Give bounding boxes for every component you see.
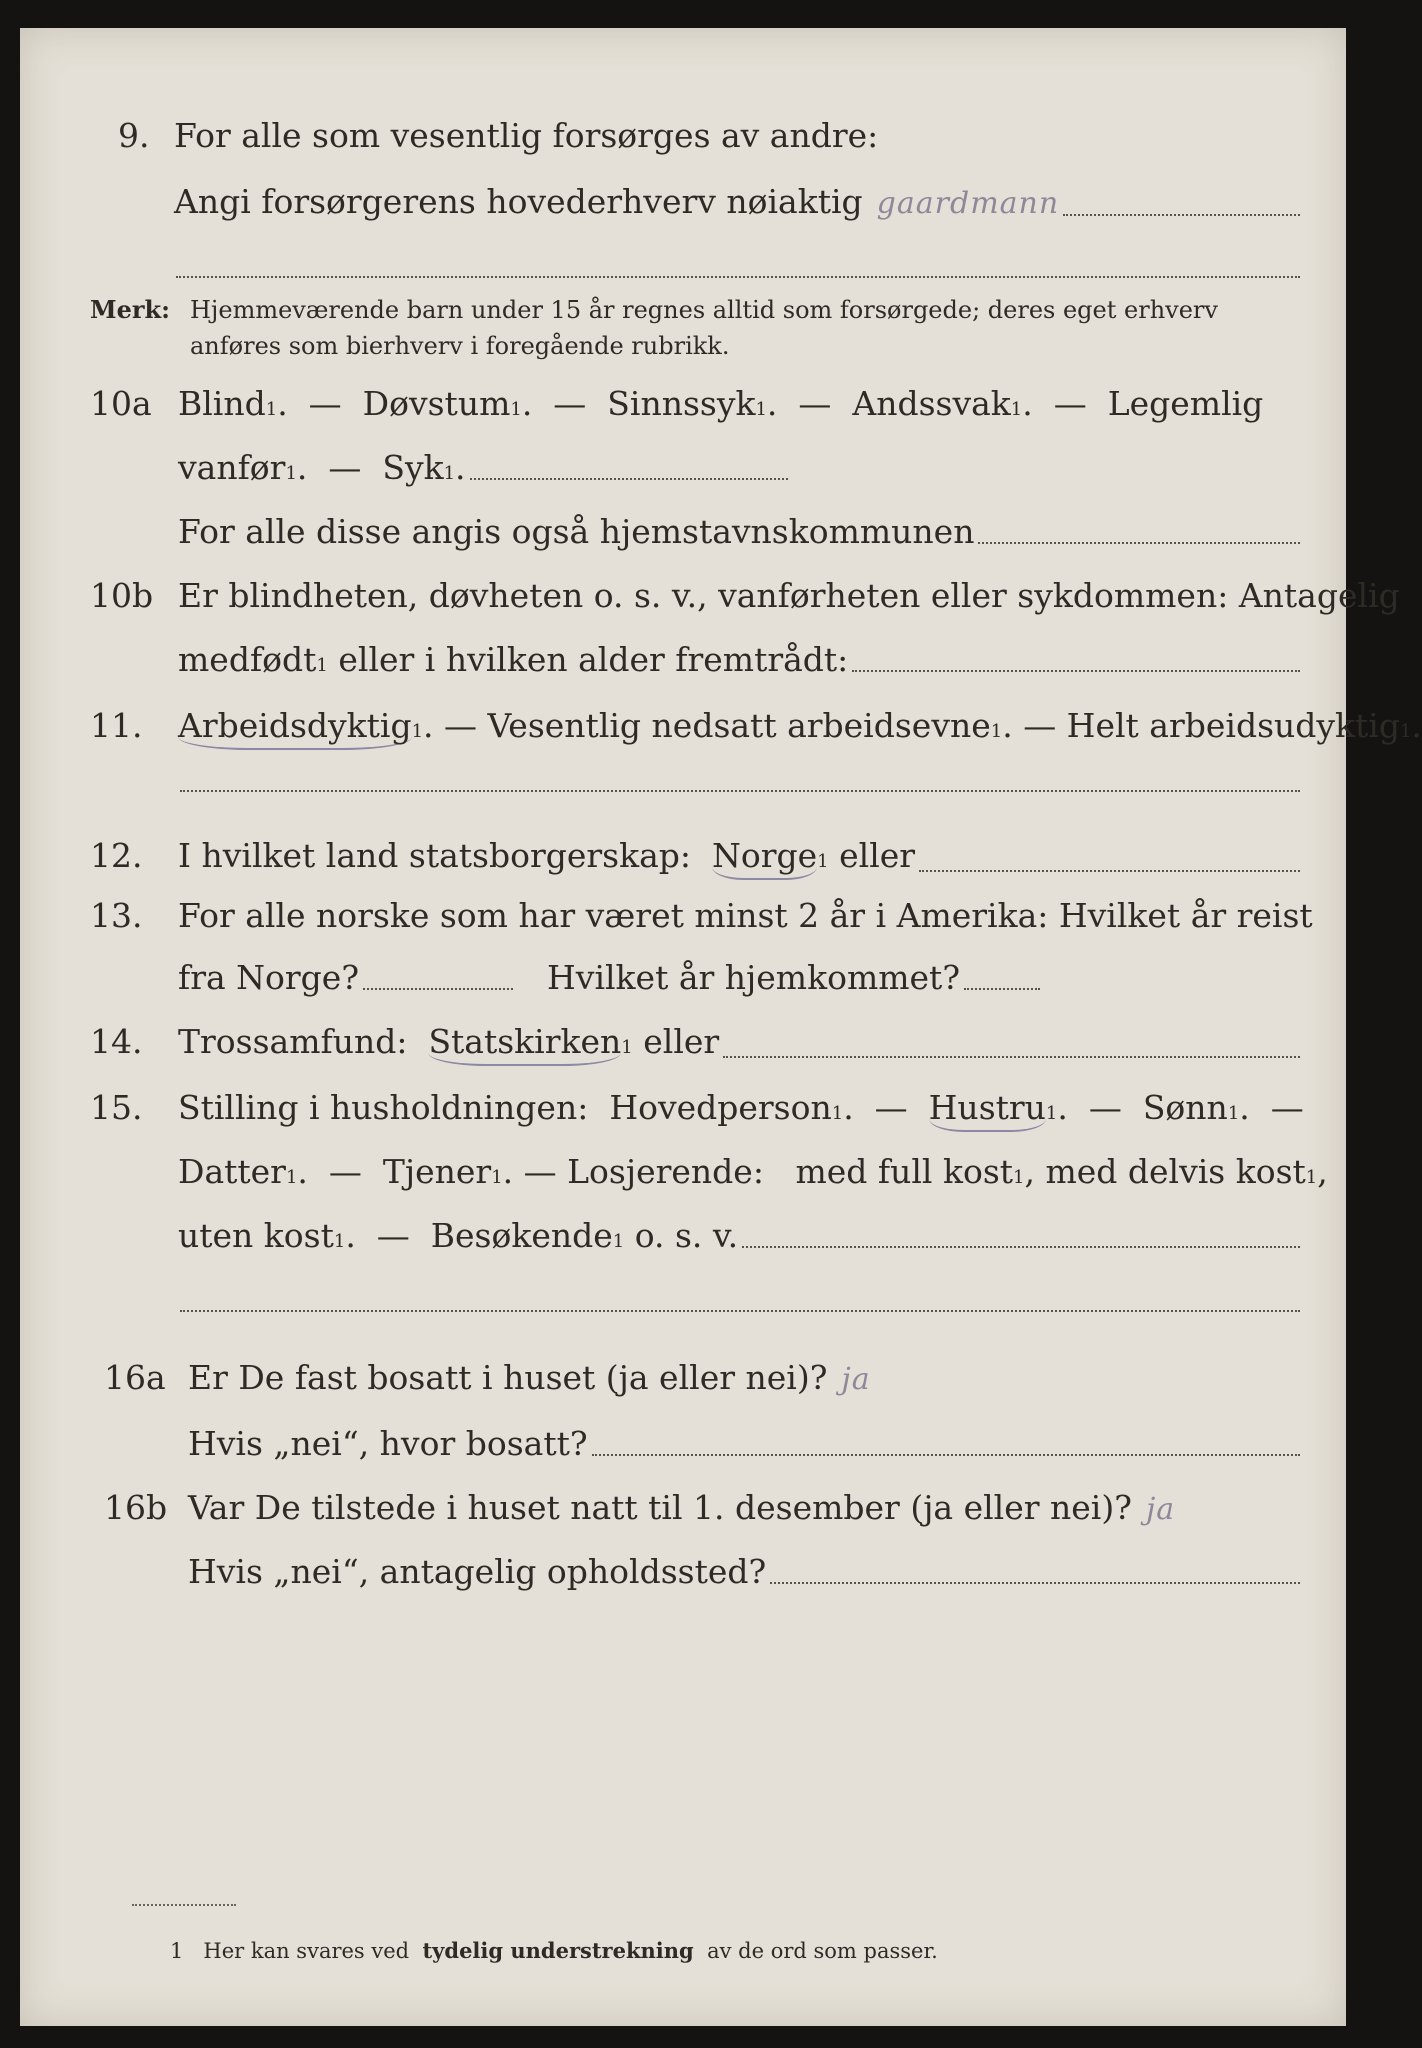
opt-medfodt: medfødt [178, 640, 317, 679]
q16b-question: Var De tilstede i huset natt til 1. desember (ja eller nei)? [188, 1488, 1132, 1527]
q13-hjemkommet: Hvilket år hjemkommet? [547, 958, 961, 997]
q10b-number: 10b [90, 576, 154, 615]
opt-arbeidsdyktig-underlined: Arbeidsdyktig [178, 706, 412, 750]
opt-tjener: Tjener [382, 1152, 492, 1191]
q10a-line3: For alle disse angis også hjemstavnskommunen [178, 512, 975, 551]
q10b-line1: Er blindheten, døvheten o. s. v., vanførheten eller sykdommen: Antagelig [178, 576, 1400, 615]
q14-answer-line [723, 1056, 1300, 1058]
q11-extra-line [180, 790, 1300, 792]
q13-line1: For alle norske som har været minst 2 år i Amerika: Hvilket år reist [178, 896, 1313, 935]
q9-number: 9. [118, 116, 150, 155]
census-form-page: 9. For alle som vesentlig forsørges av andre: Angi forsørgerens hovederhverv nøiaktig gaardmann Merk: Hjemmeværende barn under 15 år regnes alltid som forsørgede; deres eget erhverv anføres som bierhverv i foregående rubrikk. 10a Blind 1 . — Døvstum 1 . — Sinnssyk 1 . — Andssvak 1 . — Legemlig vanfør 1 . — Syk 1 . For alle disse angis også hjemstavnskommunen 10b Er blindheten, døvheten o. s. v., vanførheten eller sykdommen: Antagelig medfødt 1 eller i hvilken alder fremtrådt: 11. Arbeidsdyktig 1 . — Vesentlig nedsatt arbeidsevne 1 . — Helt arbeidsudyktig 1 . 12. I hvilket land statsborgerskap: Norge 1 eller 13. For alle norske som har været minst 2 år i Amerika: Hvilket år reist fra Norge? Hvilket år hjemkommet? 14. Trossamfund: Statskirken 1 eller 15. Stilling i husholdningen: Hovedperson 1 . — Hustru 1 . — Sønn 1 . — Datter 1 . — Tjener 1 . — Losjerende: med full kost 1 , med delvis kost 1 , uten kost 1 . — Besøkende 1 o. s. v. 16a Er De fast bosatt i huset (ja eller nei)? ja Hvis „nei“, hvor bosatt? 16b Var De tilstede i huset natt til 1. desember (ja eller nei)? ja Hvis „nei“, antagelig opholdssted? 1 Her kan svares ved tydelig understrekning av de ord som passer. [20, 28, 1346, 2026]
q9-extra-line [176, 276, 1300, 278]
opt-besokende: Besøkende [430, 1216, 613, 1255]
q14-text: Trossamfund: [178, 1022, 408, 1061]
q15-answer-line [742, 1246, 1300, 1248]
q13-fra-norge: fra Norge? [178, 958, 360, 997]
opt-vanfor: vanfør [178, 448, 286, 487]
q16a-hvis-nei: Hvis „nei“, hvor bosatt? [188, 1424, 588, 1463]
q10a-number: 10a [90, 384, 152, 423]
q10b-line2: eller i hvilken alder fremtrådt: [338, 640, 849, 679]
q16b-answer-line [770, 1582, 1300, 1584]
footnote-text-a: Her kan svares ved [203, 1939, 410, 1963]
q13-number: 13. [90, 896, 143, 935]
opt-med-full-kost: med full kost [795, 1152, 1014, 1191]
footnote-text-b: tydelig understrekning [422, 1938, 694, 1963]
opt-losjerende: — Losjerende: [523, 1152, 764, 1191]
merk-label: Merk: [90, 295, 170, 324]
q16b-hvis-nei: Hvis „nei“, antagelig opholdssted? [188, 1552, 767, 1591]
footnote-mark: 1 [170, 1939, 184, 1963]
q16a-answer: ja [841, 1362, 871, 1397]
q13-reist-line [363, 988, 513, 990]
q10b-answer-line [852, 670, 1300, 672]
opt-dovstum: Døvstum [362, 384, 511, 423]
q16a-question: Er De fast bosatt i huset (ja eller nei)? [188, 1358, 828, 1397]
merk-line1: Hjemmeværende barn under 15 år regnes alltid som forsørgede; deres eget erhverv [190, 296, 1218, 324]
q15-number: 15. [90, 1088, 143, 1127]
opt-blind: Blind [178, 384, 266, 423]
q14-eller: eller [643, 1022, 720, 1061]
q12-number: 12. [90, 836, 143, 875]
q16b-answer: ja [1145, 1492, 1176, 1527]
q12-text: I hvilket land statsborgerskap: [178, 836, 692, 875]
opt-sinnssyk: Sinnssyk [607, 384, 756, 423]
q16a-answer-line [592, 1454, 1300, 1456]
q14-number: 14. [90, 1022, 143, 1061]
opt-statskirken-underlined: Statskirken [428, 1022, 621, 1066]
opt-vesentlig-nedsatt: — Vesentlig nedsatt arbeidsevne [444, 706, 991, 745]
opt-uten-kost: uten kost [178, 1216, 334, 1255]
q12-eller: eller [839, 836, 916, 875]
opt-hovedperson: Hovedperson [609, 1088, 832, 1127]
footnote-text-c: av de ord som passer. [707, 1939, 938, 1963]
opt-sonn: Sønn [1142, 1088, 1228, 1127]
hjemstavn-answer-line [978, 542, 1300, 544]
merk-line2: anføres som bierhverv i foregående rubrikk. [190, 332, 730, 360]
q11-number: 11. [90, 706, 143, 745]
opt-helt-udyktig: — Helt arbeidsudyktig [1023, 706, 1400, 745]
opt-datter: Datter [178, 1152, 286, 1191]
opt-legemlig: Legemlig [1107, 384, 1264, 423]
q9-answer: gaardmann [876, 186, 1060, 221]
opt-norge-underlined: Norge [712, 836, 817, 880]
opt-med-delvis-kost: med delvis kost [1045, 1152, 1306, 1191]
opt-hustru-underlined: Hustru [929, 1088, 1046, 1132]
footnote-rule [132, 1904, 236, 1906]
opt-andssvak: Andssvak [852, 384, 1011, 423]
q15-text: Stilling i husholdningen: [178, 1088, 589, 1127]
q15-extra-line [180, 1310, 1300, 1312]
q13-hjemkommet-line [964, 988, 1040, 990]
q9-line2: Angi forsørgerens hovederhverv nøiaktig [174, 182, 863, 221]
q16a-number: 16a [104, 1358, 166, 1397]
q9-answer-line [1063, 214, 1300, 216]
q10a-answer-line [470, 478, 788, 480]
opt-syk: Syk [382, 448, 444, 487]
q16b-number: 16b [104, 1488, 168, 1527]
footnote [170, 1938, 938, 1963]
q9-line1: For alle som vesentlig forsørges av andre: [174, 116, 879, 155]
q15-osv: o. s. v. [634, 1216, 739, 1255]
q12-answer-line [919, 870, 1300, 872]
